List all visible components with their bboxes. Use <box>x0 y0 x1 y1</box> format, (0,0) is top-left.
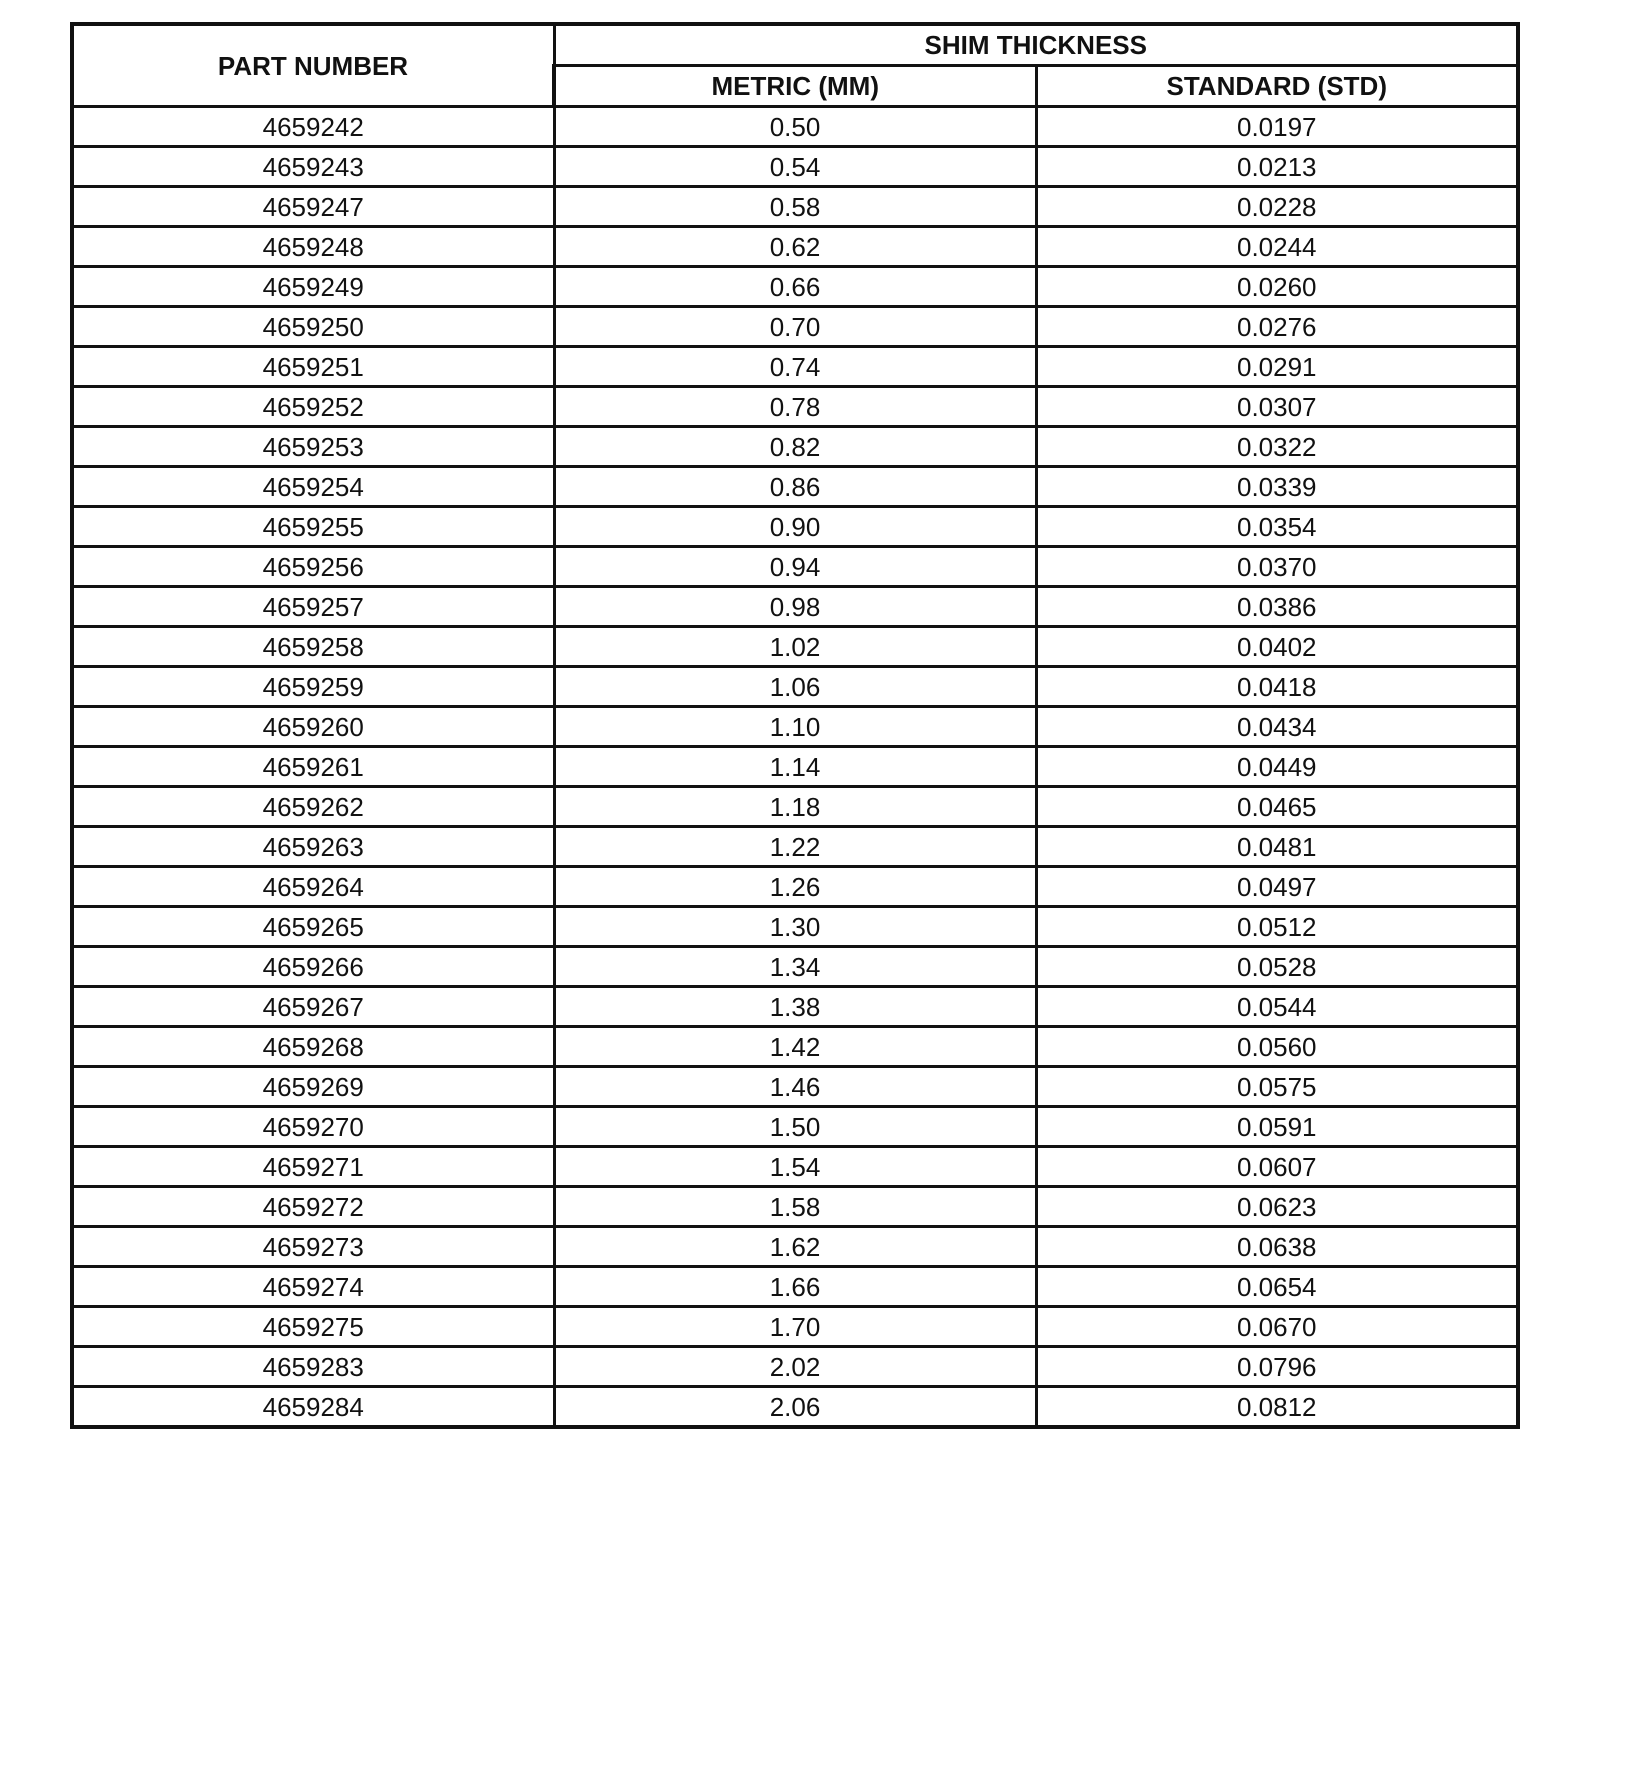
standard-cell: 0.0244 <box>1036 227 1518 267</box>
metric-cell: 1.26 <box>554 867 1036 907</box>
standard-cell: 0.0291 <box>1036 347 1518 387</box>
table-row <box>72 267 1518 307</box>
table-row <box>72 787 1518 827</box>
part-number-cell: 4659271 <box>72 1147 554 1187</box>
table-row <box>72 387 1518 427</box>
shim-thickness-table <box>70 22 1520 1429</box>
header-metric: METRIC (MM) <box>554 66 1036 107</box>
standard-cell: 0.0638 <box>1036 1227 1518 1267</box>
table-row <box>72 227 1518 267</box>
metric-cell: 1.58 <box>554 1187 1036 1227</box>
standard-cell: 0.0481 <box>1036 827 1518 867</box>
table-row <box>72 187 1518 227</box>
table-row <box>72 827 1518 867</box>
part-number-cell: 4659247 <box>72 187 554 227</box>
table-row <box>72 147 1518 187</box>
metric-cell: 0.70 <box>554 307 1036 347</box>
standard-cell: 0.0623 <box>1036 1187 1518 1227</box>
metric-cell: 0.82 <box>554 427 1036 467</box>
part-number-cell: 4659269 <box>72 1067 554 1107</box>
table-row <box>72 107 1518 147</box>
table-row <box>72 1147 1518 1187</box>
standard-cell: 0.0465 <box>1036 787 1518 827</box>
standard-cell: 0.0497 <box>1036 867 1518 907</box>
standard-cell: 0.0307 <box>1036 387 1518 427</box>
header-row-top <box>72 24 1518 66</box>
table-row <box>72 1387 1518 1428</box>
standard-cell: 0.0418 <box>1036 667 1518 707</box>
table-row <box>72 1107 1518 1147</box>
part-number-cell: 4659263 <box>72 827 554 867</box>
part-number-cell: 4659268 <box>72 1027 554 1067</box>
table-row <box>72 507 1518 547</box>
metric-cell: 0.58 <box>554 187 1036 227</box>
standard-cell: 0.0434 <box>1036 707 1518 747</box>
metric-cell: 2.02 <box>554 1347 1036 1387</box>
table-row <box>72 1187 1518 1227</box>
table-row <box>72 747 1518 787</box>
metric-cell: 1.50 <box>554 1107 1036 1147</box>
metric-cell: 0.90 <box>554 507 1036 547</box>
standard-cell: 0.0260 <box>1036 267 1518 307</box>
standard-cell: 0.0512 <box>1036 907 1518 947</box>
table-row <box>72 947 1518 987</box>
table-row <box>72 987 1518 1027</box>
part-number-cell: 4659255 <box>72 507 554 547</box>
metric-cell: 0.74 <box>554 347 1036 387</box>
metric-cell: 0.50 <box>554 107 1036 147</box>
table-row <box>72 547 1518 587</box>
part-number-cell: 4659261 <box>72 747 554 787</box>
header-standard: STANDARD (STD) <box>1036 66 1518 107</box>
part-number-cell: 4659254 <box>72 467 554 507</box>
metric-cell: 1.34 <box>554 947 1036 987</box>
part-number-cell: 4659262 <box>72 787 554 827</box>
metric-cell: 2.06 <box>554 1387 1036 1428</box>
table-body <box>72 107 1518 1428</box>
metric-cell: 1.42 <box>554 1027 1036 1067</box>
part-number-cell: 4659275 <box>72 1307 554 1347</box>
part-number-cell: 4659257 <box>72 587 554 627</box>
standard-cell: 0.0386 <box>1036 587 1518 627</box>
table-row <box>72 707 1518 747</box>
part-number-cell: 4659274 <box>72 1267 554 1307</box>
metric-cell: 1.66 <box>554 1267 1036 1307</box>
part-number-cell: 4659256 <box>72 547 554 587</box>
part-number-cell: 4659258 <box>72 627 554 667</box>
table-row <box>72 307 1518 347</box>
standard-cell: 0.0560 <box>1036 1027 1518 1067</box>
standard-cell: 0.0402 <box>1036 627 1518 667</box>
part-number-cell: 4659252 <box>72 387 554 427</box>
part-number-cell: 4659249 <box>72 267 554 307</box>
metric-cell: 1.38 <box>554 987 1036 1027</box>
metric-cell: 0.94 <box>554 547 1036 587</box>
standard-cell: 0.0322 <box>1036 427 1518 467</box>
metric-cell: 1.06 <box>554 667 1036 707</box>
metric-cell: 1.02 <box>554 627 1036 667</box>
metric-cell: 0.86 <box>554 467 1036 507</box>
standard-cell: 0.0575 <box>1036 1067 1518 1107</box>
standard-cell: 0.0796 <box>1036 1347 1518 1387</box>
part-number-cell: 4659250 <box>72 307 554 347</box>
table-row <box>72 1347 1518 1387</box>
part-number-cell: 4659242 <box>72 107 554 147</box>
standard-cell: 0.0449 <box>1036 747 1518 787</box>
metric-cell: 1.30 <box>554 907 1036 947</box>
table-row <box>72 1267 1518 1307</box>
metric-cell: 0.66 <box>554 267 1036 307</box>
standard-cell: 0.0197 <box>1036 107 1518 147</box>
metric-cell: 1.14 <box>554 747 1036 787</box>
part-number-cell: 4659259 <box>72 667 554 707</box>
standard-cell: 0.0670 <box>1036 1307 1518 1347</box>
standard-cell: 0.0528 <box>1036 947 1518 987</box>
metric-cell: 1.22 <box>554 827 1036 867</box>
metric-cell: 0.78 <box>554 387 1036 427</box>
table-row <box>72 1067 1518 1107</box>
metric-cell: 1.10 <box>554 707 1036 747</box>
metric-cell: 1.54 <box>554 1147 1036 1187</box>
metric-cell: 1.70 <box>554 1307 1036 1347</box>
part-number-cell: 4659270 <box>72 1107 554 1147</box>
part-number-cell: 4659272 <box>72 1187 554 1227</box>
metric-cell: 1.18 <box>554 787 1036 827</box>
part-number-cell: 4659253 <box>72 427 554 467</box>
standard-cell: 0.0544 <box>1036 987 1518 1027</box>
header-part-number: PART NUMBER <box>72 24 554 107</box>
metric-cell: 0.62 <box>554 227 1036 267</box>
part-number-cell: 4659251 <box>72 347 554 387</box>
table-row <box>72 627 1518 667</box>
table-row <box>72 1027 1518 1067</box>
part-number-cell: 4659284 <box>72 1387 554 1428</box>
table-row <box>72 1307 1518 1347</box>
part-number-cell: 4659265 <box>72 907 554 947</box>
table-row <box>72 467 1518 507</box>
metric-cell: 0.98 <box>554 587 1036 627</box>
table-row <box>72 587 1518 627</box>
part-number-cell: 4659273 <box>72 1227 554 1267</box>
part-number-cell: 4659266 <box>72 947 554 987</box>
standard-cell: 0.0339 <box>1036 467 1518 507</box>
table-row <box>72 667 1518 707</box>
part-number-cell: 4659260 <box>72 707 554 747</box>
standard-cell: 0.0370 <box>1036 547 1518 587</box>
standard-cell: 0.0812 <box>1036 1387 1518 1428</box>
table-row <box>72 427 1518 467</box>
table-row <box>72 1227 1518 1267</box>
standard-cell: 0.0228 <box>1036 187 1518 227</box>
standard-cell: 0.0213 <box>1036 147 1518 187</box>
part-number-cell: 4659267 <box>72 987 554 1027</box>
part-number-cell: 4659264 <box>72 867 554 907</box>
part-number-cell: 4659248 <box>72 227 554 267</box>
metric-cell: 0.54 <box>554 147 1036 187</box>
standard-cell: 0.0276 <box>1036 307 1518 347</box>
table-row <box>72 867 1518 907</box>
table-header <box>72 24 1518 107</box>
part-number-cell: 4659243 <box>72 147 554 187</box>
standard-cell: 0.0654 <box>1036 1267 1518 1307</box>
header-shim-thickness: SHIM THICKNESS <box>554 24 1518 66</box>
table-row <box>72 907 1518 947</box>
table-row <box>72 347 1518 387</box>
metric-cell: 1.62 <box>554 1227 1036 1267</box>
metric-cell: 1.46 <box>554 1067 1036 1107</box>
part-number-cell: 4659283 <box>72 1347 554 1387</box>
standard-cell: 0.0591 <box>1036 1107 1518 1147</box>
standard-cell: 0.0607 <box>1036 1147 1518 1187</box>
standard-cell: 0.0354 <box>1036 507 1518 547</box>
